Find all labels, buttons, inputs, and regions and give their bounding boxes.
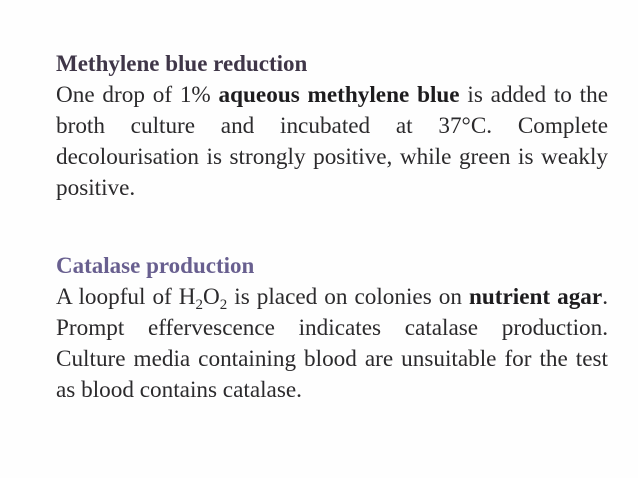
section-heading: Methylene blue reduction xyxy=(56,51,308,76)
subscript: 2 xyxy=(219,297,228,313)
body-text-run: is placed on colonies on xyxy=(227,284,469,310)
body-text-run: A loopful of H xyxy=(56,284,196,310)
section-body xyxy=(56,282,608,406)
section-catalase-production xyxy=(56,252,608,406)
body-text-run: . Prompt effervescence indicates catalase production. Culture media containing blood are unsuitable for the test as blood contains catalase. xyxy=(56,284,608,403)
subscript: 2 xyxy=(195,297,204,313)
section-heading: Catalase production xyxy=(56,253,255,278)
body-text-run: is added to the broth culture and incubated at 37°C. Complete decolourisation is strongly positive, while green is weakly positive. xyxy=(56,82,608,201)
section-body xyxy=(56,80,608,204)
bold-term: aqueous methylene blue xyxy=(218,82,460,108)
bold-term: nutrient agar xyxy=(468,284,603,310)
body-text-run: O xyxy=(203,284,220,310)
section-methylene-blue-reduction xyxy=(56,50,608,204)
body-text-run: One drop of 1% xyxy=(56,82,219,108)
